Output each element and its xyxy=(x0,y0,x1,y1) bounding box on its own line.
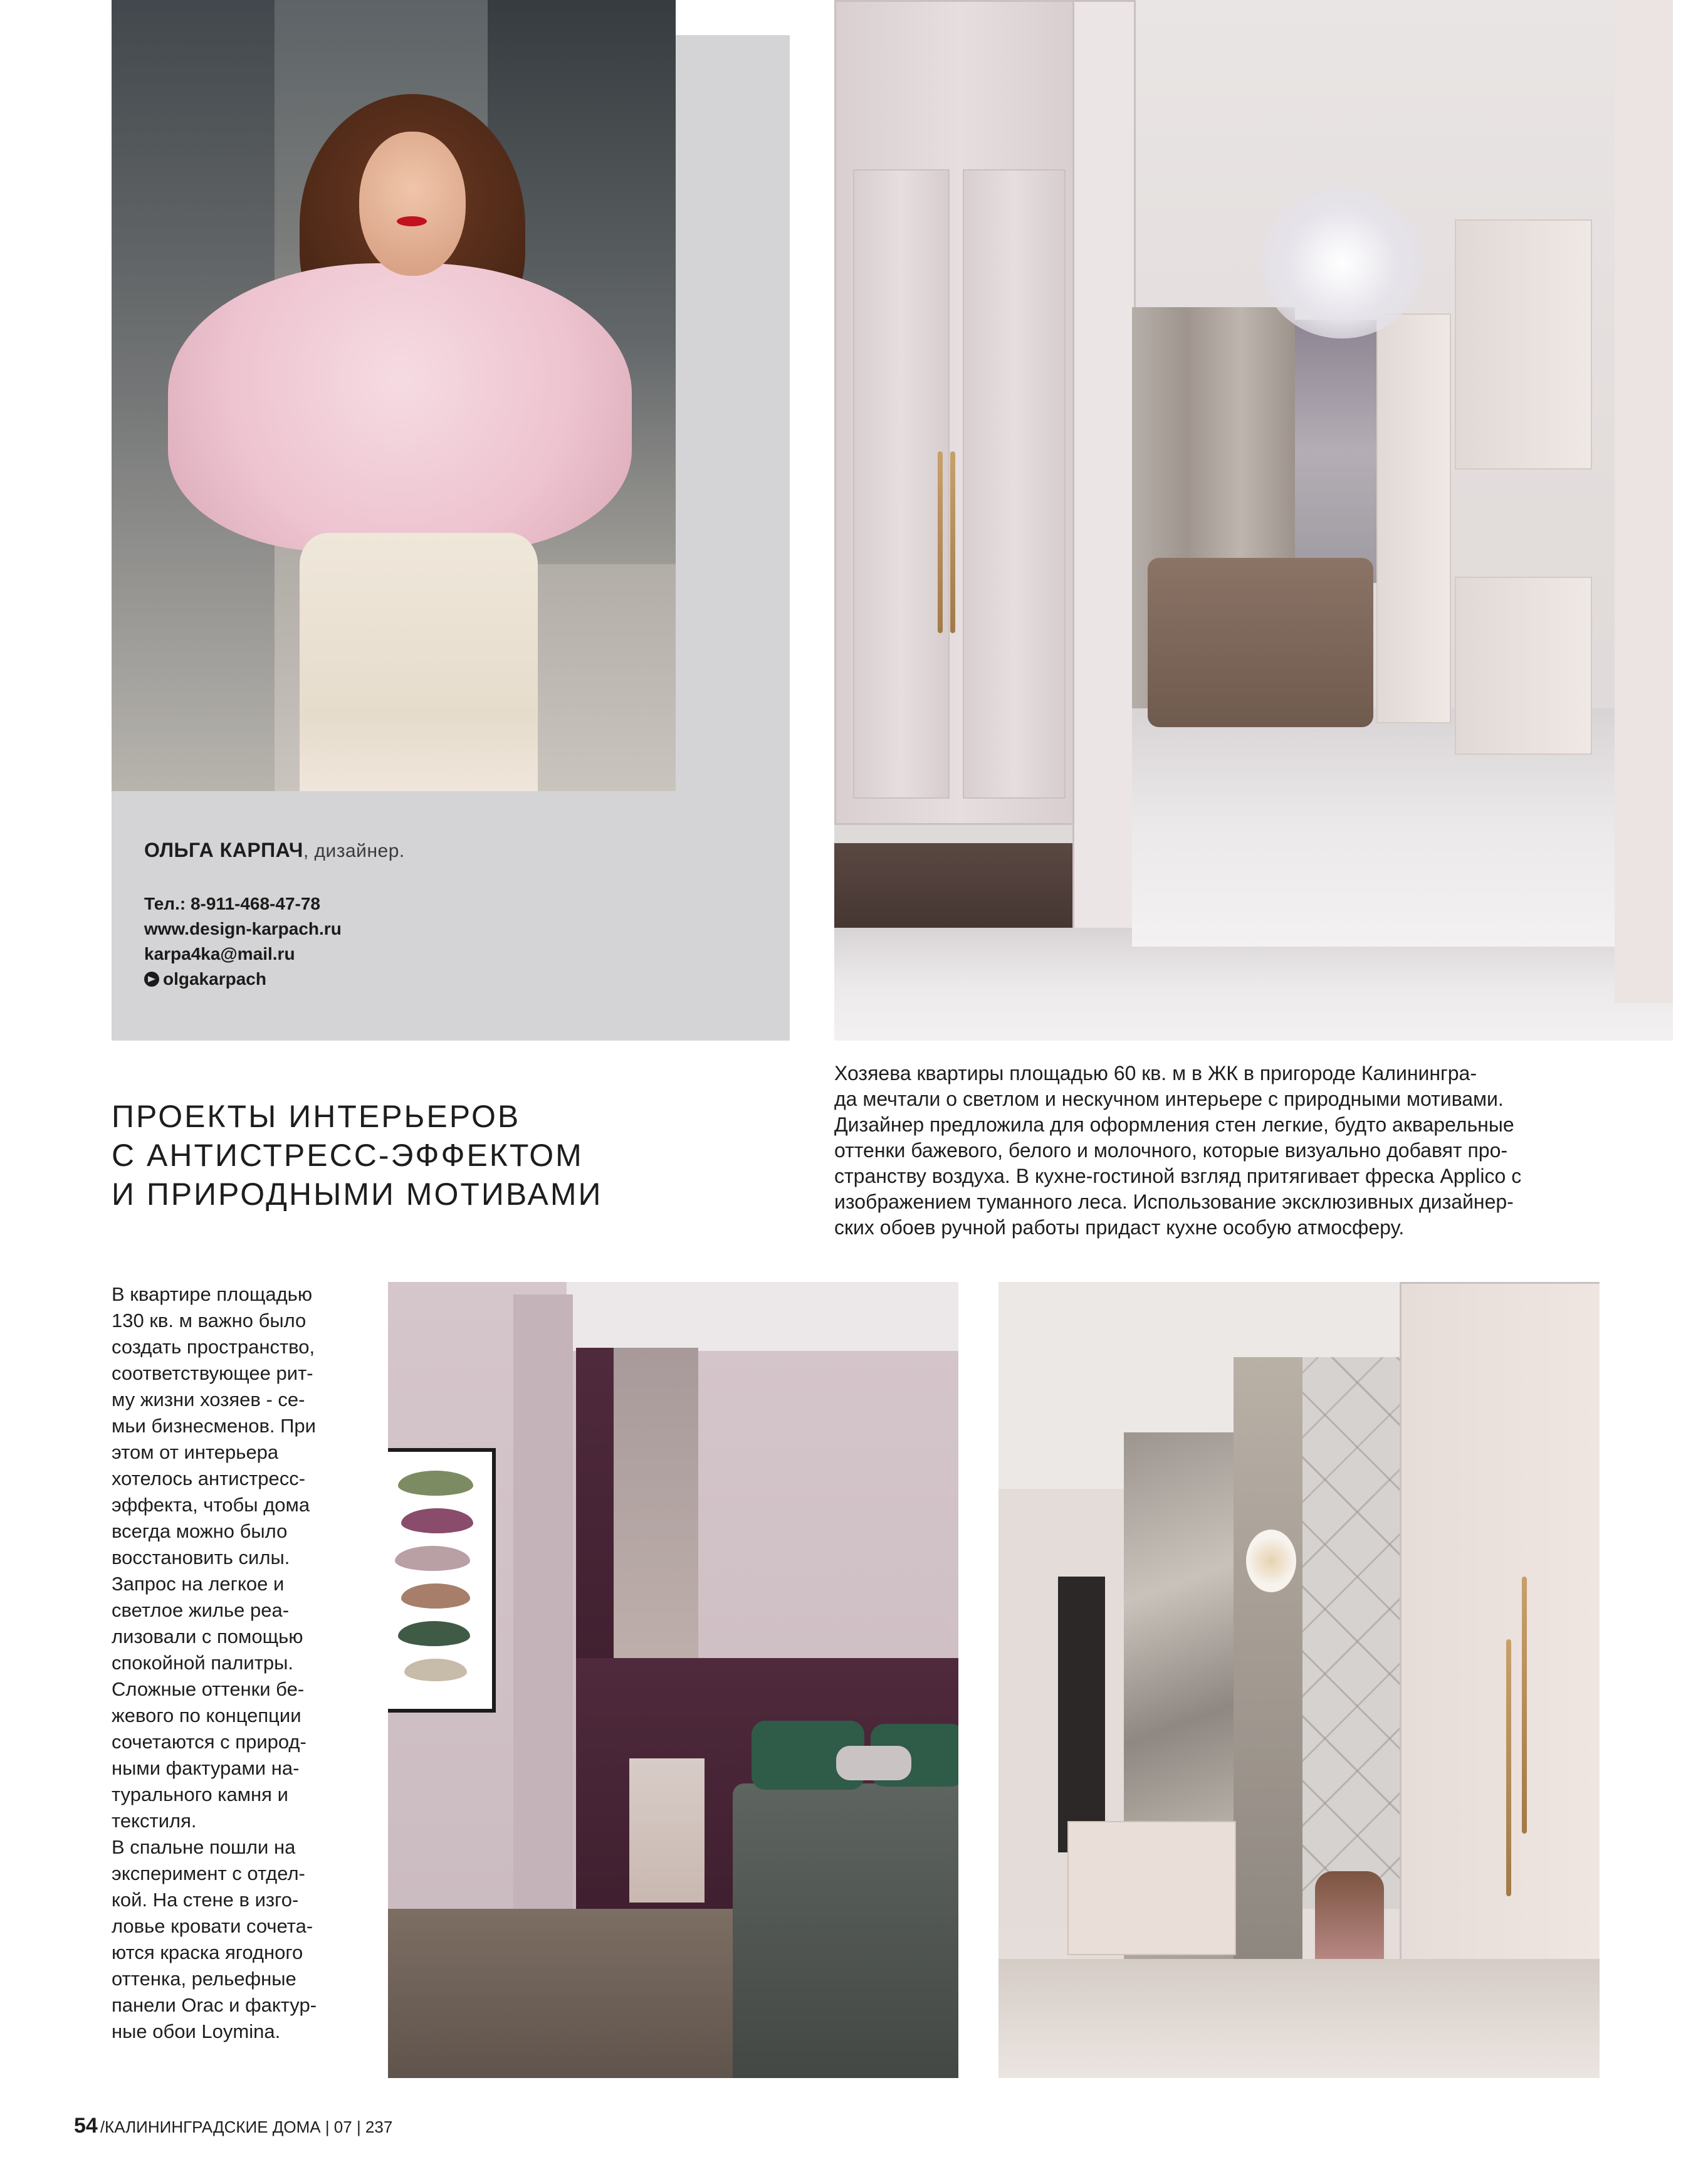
kitchen-lower-cabinets xyxy=(1455,577,1592,755)
body-line: соответствующее рит- xyxy=(112,1362,313,1384)
designer-role: , дизайнер. xyxy=(303,841,405,861)
body-line: ные обои Loymina. xyxy=(112,2020,281,2042)
magazine-issue: /КАЛИНИНГРАДСКИЕ ДОМА | 07 | 237 xyxy=(100,2118,393,2136)
designer-name xyxy=(144,839,405,862)
telegram-handle-text: olgakarpach xyxy=(163,969,266,989)
page-footer xyxy=(74,2114,392,2138)
article-headline xyxy=(112,1097,851,1214)
body-line: му жизни хозяев - се- xyxy=(112,1389,305,1410)
portrait-face xyxy=(359,132,466,276)
wardrobe xyxy=(1400,1282,1600,2063)
entrance-hall-photo xyxy=(998,1282,1600,2078)
body-line: хотелось антистресс- xyxy=(112,1467,306,1489)
body-line: В квартире площадью xyxy=(112,1283,313,1305)
wardrobe-handle xyxy=(1506,1639,1511,1896)
body-line: оттенка, рельефные xyxy=(112,1968,296,1990)
headline-line: И ПРИРОДНЫМИ МОТИВАМИ xyxy=(112,1177,603,1212)
designer-portrait-photo xyxy=(112,0,676,791)
wardrobe-panel-left xyxy=(853,169,950,799)
leaf xyxy=(401,1583,470,1609)
hallway-living-photo xyxy=(834,0,1673,1041)
leaf xyxy=(404,1659,467,1681)
portrait-cream-skirt xyxy=(300,533,538,791)
door-jamb xyxy=(1072,0,1136,932)
body-text-column xyxy=(112,1281,369,2045)
right-wall xyxy=(1615,0,1673,1003)
body-line: жевого по концепции xyxy=(112,1704,301,1726)
leaf xyxy=(398,1471,473,1496)
body-line: этом от интерьера xyxy=(112,1441,279,1463)
headline-line: ПРОЕКТЫ ИНТЕРЬЕРОВ xyxy=(112,1099,521,1134)
side-table xyxy=(629,1758,705,1903)
portrait-lips xyxy=(397,216,427,226)
body-line: ловье кровати сочета- xyxy=(112,1915,313,1937)
body-line: текстиля. xyxy=(112,1810,197,1832)
body-line: Сложные оттенки бе- xyxy=(112,1678,305,1700)
glass-chandelier xyxy=(1260,188,1423,339)
wardrobe-panel-right xyxy=(963,169,1066,799)
body-line: Запрос на легкое и xyxy=(112,1573,285,1595)
leaf xyxy=(401,1508,473,1533)
headline-line: С АНТИСТРЕСС-ЭФФЕКТОМ xyxy=(112,1138,584,1173)
designer-contacts xyxy=(144,891,342,992)
wardrobe-handle xyxy=(938,451,943,633)
lead-line: Хозяева квартиры площадью 60 кв. м в ЖК в пригороде Калинингра- xyxy=(834,1062,1477,1084)
body-line: эксперимент с отдел- xyxy=(112,1862,305,1884)
wall-sconce xyxy=(1246,1530,1296,1592)
body-line: лизовали с помощью xyxy=(112,1625,303,1647)
lead-line: да мечтали о светлом и нескучном интерьере с природными мотивами. xyxy=(834,1088,1504,1110)
page-number: 54 xyxy=(74,2114,98,2138)
bolster-pillow xyxy=(836,1746,911,1780)
mirror-panel xyxy=(1302,1357,1412,1909)
ceiling xyxy=(567,1282,958,1351)
kitchen-column xyxy=(1376,313,1451,723)
body-line: кой. На стене в изго- xyxy=(112,1889,299,1911)
wardrobe-handle xyxy=(1522,1577,1527,1834)
leaf-artwork xyxy=(388,1448,496,1713)
telegram-handle[interactable] xyxy=(144,967,342,992)
body-line: эффекта, чтобы дома xyxy=(112,1494,310,1516)
body-line: всегда можно было xyxy=(112,1520,288,1542)
email-link[interactable]: karpa4ka@mail.ru xyxy=(144,944,295,963)
body-line: светлое жилье реа- xyxy=(112,1599,290,1621)
portrait-pink-blouse xyxy=(168,263,632,552)
wardrobe-handle xyxy=(950,451,955,633)
body-line: создать пространство, xyxy=(112,1336,315,1358)
entry-bench xyxy=(1067,1821,1236,1955)
textured-pillar xyxy=(1234,1357,1302,1959)
body-line: сочетаются с природ- xyxy=(112,1731,307,1753)
patterned-wallpaper xyxy=(614,1348,698,1699)
body-line: ными фактурами на- xyxy=(112,1757,300,1779)
leaf xyxy=(398,1621,470,1646)
lead-line: оттенки бажевого, белого и молочного, которые визуально добавят про- xyxy=(834,1139,1508,1162)
lead-line: ских обоев ручной работы придаст кухне особую атмосферу. xyxy=(834,1216,1405,1239)
body-line: спокойной палитры. xyxy=(112,1652,294,1674)
bedroom-photo xyxy=(388,1282,958,2078)
lead-line: изображением туманного леса. Использование эксклюзивных дизайнер- xyxy=(834,1190,1514,1213)
body-line: 130 кв. м важно было xyxy=(112,1310,307,1331)
entrance-door-frame xyxy=(1058,1577,1105,1852)
leaf xyxy=(395,1546,470,1571)
lead-line: странству воздуха. В кухне-гостиной взгляд притягивает фреска Applico с xyxy=(834,1165,1522,1187)
sofa xyxy=(1148,558,1373,727)
telegram-icon xyxy=(144,972,159,987)
wall-pilaster xyxy=(513,1294,573,1909)
designer-name-text: ОЛЬГА КАРПАЧ xyxy=(144,839,303,861)
website-link[interactable]: www.design-karpach.ru xyxy=(144,919,342,938)
berry-wall-strip xyxy=(576,1348,614,1699)
bed xyxy=(733,1783,958,2078)
phone-number: Тел.: 8-911-468-47-78 xyxy=(144,894,320,913)
marble-floor xyxy=(998,1959,1600,2078)
lead-paragraph xyxy=(834,1061,1662,1241)
body-line: В спальне пошли на xyxy=(112,1836,296,1858)
body-line: восстановить силы. xyxy=(112,1546,290,1568)
body-line: панели Orac и фактур- xyxy=(112,1994,317,2016)
kitchen-upper-cabinets xyxy=(1455,219,1592,470)
lead-line: Дизайнер предложила для оформления стен легкие, будто акварельные xyxy=(834,1113,1514,1136)
body-line: мьи бизнесменов. При xyxy=(112,1415,316,1437)
body-line: турального камня и xyxy=(112,1783,288,1805)
body-line: ются краска ягодного xyxy=(112,1941,303,1963)
